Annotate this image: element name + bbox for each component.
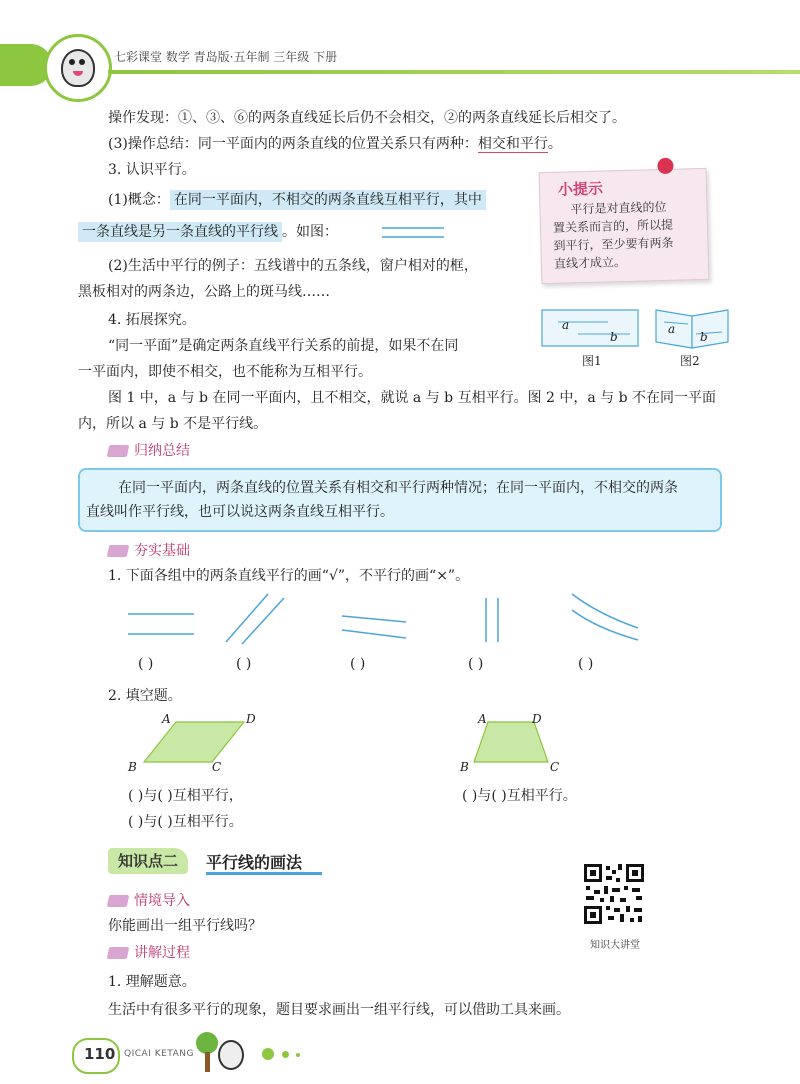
paragraph-line: 图 1 中，a 与 b 在同一平面内，且不相交，就说 a 与 b 互相平行。图 2 中，a 与 b 不在同一平面	[108, 390, 717, 406]
summary-line: 直线叫作平行线，也可以说这两条直线互相平行。	[86, 504, 394, 520]
book-icon	[107, 947, 130, 959]
figure-1	[538, 306, 642, 350]
parallel-lines-figure	[380, 224, 446, 242]
trapezoid-figure	[462, 712, 562, 774]
section-tag-label: 夯实基础	[134, 543, 190, 559]
mascot-icon	[218, 1040, 244, 1070]
tip-line: 到平行，至少要有两条	[553, 235, 674, 253]
dot-icon	[296, 1053, 300, 1057]
qr-code[interactable]	[582, 862, 646, 926]
concept-suffix: 。如图：	[282, 224, 338, 240]
figure1-label-a: a	[562, 318, 570, 332]
page-number: 110	[84, 1045, 116, 1063]
concept-line	[108, 190, 486, 210]
vertex-label: B	[128, 760, 137, 774]
answer-blank[interactable]: ( )	[350, 656, 366, 672]
question-2: 2. 填空题。	[108, 688, 182, 704]
concept-line	[78, 222, 338, 242]
tip-line: 平行是对直线的位	[570, 199, 667, 217]
header-title: 七彩课堂 数学 青岛版·五年制 三年级 下册	[114, 50, 338, 64]
vertex-label: D	[532, 712, 542, 726]
paragraph-line: 你能画出一组平行线吗？	[108, 918, 262, 934]
brand-text: QICAI KETANG	[124, 1049, 194, 1059]
paragraph-line: 生活中有很多平行的现象，题目要求画出一组平行线，可以借助工具来画。	[108, 1002, 570, 1018]
paragraph-line: 黑板相对的两条边，公路上的斑马线……	[78, 284, 330, 300]
vertex-label: D	[246, 712, 256, 726]
vertex-label: B	[460, 760, 469, 774]
q1-line-pairs	[120, 590, 660, 650]
section-tag-intro	[108, 890, 190, 910]
summary-line: 在同一平面内，两条直线的位置关系有相交和平行两种情况；在同一平面内，不相交的两条	[118, 480, 678, 496]
vertex-label: C	[212, 760, 222, 774]
paragraph-line: 一平面内，即使不相交，也不能称为互相平行。	[78, 364, 372, 380]
figure1-label-b: b	[610, 330, 618, 344]
figure2-caption: 图2	[680, 354, 700, 368]
section-tag-label: 情境导入	[134, 893, 190, 909]
section-tag-summary	[108, 440, 190, 460]
vertex-label: C	[550, 760, 560, 774]
figure-2	[652, 304, 732, 352]
paragraph-line: (2)生活中平行的例子：五线谱中的五条线，窗户相对的框，	[108, 258, 478, 274]
tip-note	[539, 168, 710, 284]
paragraph-line: “同一平面”是确定两条直线平行关系的前提，如果不在同	[108, 338, 459, 354]
dot-icon	[262, 1048, 274, 1060]
footer	[0, 1032, 800, 1084]
paragraph-line: 4. 拓展探究。	[108, 312, 196, 328]
kp-tag: 知识点二	[108, 848, 188, 874]
tip-line: 置关系而言的，所以提	[552, 217, 674, 235]
answer-blank[interactable]: ( )	[578, 656, 594, 672]
answer-blank[interactable]: ( )	[468, 656, 484, 672]
punctuation: 。	[547, 136, 562, 152]
answer-blank[interactable]: ( )	[236, 656, 252, 672]
section-tag-practice	[108, 540, 190, 560]
paragraph-line: 内，所以 a 与 b 不是平行线。	[78, 416, 268, 432]
section-tag-label: 归纳总结	[134, 443, 190, 459]
underlined-answer: 相交和平行	[477, 136, 548, 152]
mascot-logo	[44, 34, 112, 102]
tree-icon	[196, 1032, 218, 1054]
vertex-label: A	[162, 712, 171, 726]
paragraph-line	[108, 134, 562, 154]
header-bar	[0, 32, 800, 90]
figure2-label-a: a	[668, 322, 676, 336]
qr-caption: 知识大讲堂	[590, 940, 640, 951]
vertex-label: A	[478, 712, 487, 726]
summary-label: (3)操作总结：同一平面内的两条直线的位置关系只有两种：	[108, 136, 478, 152]
concept-highlight-2: 一条直线是另一条直线的平行线	[78, 222, 282, 242]
paragraph-line: 1. 理解题意。	[108, 974, 196, 990]
section-tag-label: 讲解过程	[134, 945, 190, 961]
fill-blank-line[interactable]: ( )与( )互相平行，	[128, 788, 243, 804]
summary-box	[78, 468, 722, 532]
paragraph-line: 3. 认识平行。	[108, 162, 196, 178]
concept-prefix: (1)概念：	[108, 192, 170, 208]
pin-icon	[657, 158, 673, 174]
knowledge-point-header	[108, 848, 322, 876]
tip-line: 直线才成立。	[553, 254, 627, 271]
fill-blank-line[interactable]: ( )与( )互相平行。	[462, 788, 577, 804]
parallelogram-figure	[128, 712, 258, 774]
kp-title: 平行线的画法	[206, 853, 303, 872]
book-icon	[107, 895, 130, 907]
answer-blank[interactable]: ( )	[138, 656, 154, 672]
dot-icon	[282, 1051, 289, 1058]
figure1-caption: 图1	[582, 354, 602, 368]
question-1: 1. 下面各组中的两条直线平行的画“√”，不平行的画“×”。	[108, 568, 470, 584]
concept-highlight-1: 在同一平面内，不相交的两条直线互相平行，其中	[170, 190, 486, 210]
figure2-label-b: b	[700, 330, 708, 344]
book-icon	[107, 445, 130, 457]
tip-title: 小提示	[557, 179, 604, 199]
section-tag-explain	[108, 942, 190, 962]
paragraph-line: 操作发现：①、③、⑥的两条直线延长后仍不会相交，②的两条直线延长后相交了。	[108, 110, 626, 126]
fill-blank-line[interactable]: ( )与( )互相平行。	[128, 814, 243, 830]
book-icon	[107, 545, 130, 557]
